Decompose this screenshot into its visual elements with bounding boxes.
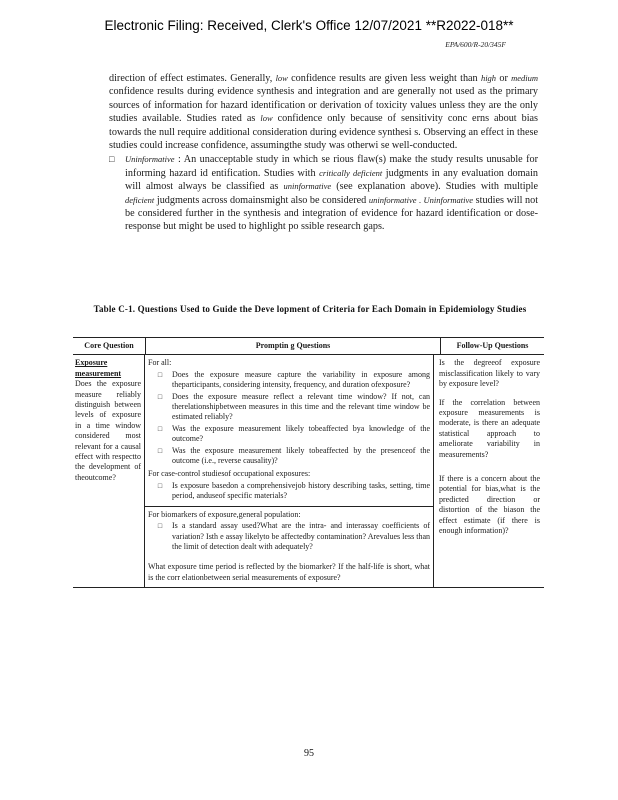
checkbox-bullet-icon: □ bbox=[157, 424, 163, 433]
case-control-label: For case-control studiesof occupational exposures: bbox=[148, 469, 311, 479]
list-item bbox=[148, 392, 430, 423]
term-critically-deficient: critically deficient bbox=[319, 167, 383, 178]
list-item-text: Does the exposure measure capture the variability in exposure among theparticipants, considering intensity, frequency, and duration ofexposure? bbox=[172, 369, 430, 390]
term-uninformative: uninformative bbox=[368, 194, 417, 205]
checkbox-bullet-icon: □ bbox=[157, 392, 163, 401]
list-item-text: Was the exposure measurement likely tobeaffected bya knowledge of the outcome? bbox=[172, 423, 430, 444]
filing-stamp: Electronic Filing: Received, Clerk's Office 12/07/2021 **R2022-018** bbox=[104, 18, 514, 33]
list-item bbox=[148, 424, 430, 445]
bullet-uninformative bbox=[109, 153, 538, 233]
criteria-table bbox=[73, 337, 544, 588]
body-text bbox=[109, 72, 538, 234]
header-followup-questions: Follow-Up Questions bbox=[456, 341, 529, 350]
bullet-text bbox=[125, 153, 538, 233]
prompting-block-biomarkers bbox=[145, 506, 433, 587]
list-item-text: Is a standard assay used?What are the intra- and interassay coefficients of variation? Isth e assay likelyto be affectedby contamination? Arevalues less than the limit of detection dealt with adequately? bbox=[172, 521, 430, 551]
paragraph-text: or bbox=[499, 73, 508, 84]
term-uninformative: uninformative bbox=[283, 181, 332, 192]
term-deficient: deficient bbox=[125, 194, 155, 205]
bullet-text-part: (see explanation above). Studies with multiple bbox=[336, 181, 539, 193]
list-item bbox=[148, 521, 430, 552]
bullet-text-part: judgments in any evaluation domain will almost always be classified as bbox=[125, 167, 539, 193]
paragraph-confidence bbox=[109, 72, 538, 152]
followup-questions-cell bbox=[434, 355, 544, 587]
header-core-question: Core Question bbox=[73, 338, 146, 354]
for-all-label: For all: bbox=[148, 358, 172, 368]
followup-question: Is the degreeof exposure misclassification likely to vary by exposure level? bbox=[439, 358, 540, 389]
header-prompting-questions: Promptin g Questions bbox=[146, 338, 441, 354]
term-uninformative: Uninformative bbox=[125, 154, 175, 165]
list-item bbox=[148, 370, 430, 391]
checkbox-bullet-icon: □ bbox=[157, 481, 163, 490]
core-question-text: Does the exposure measure reliably distinguish between levels of exposure in a time window considered most relevant for a causal effect with respectto the development of theoutcome? bbox=[75, 379, 141, 482]
term-uninformative: . Uninformative bbox=[419, 194, 474, 205]
biomarkers-label: For biomarkers of exposure,general population: bbox=[148, 509, 301, 519]
page-number: 95 bbox=[304, 748, 314, 759]
bullet-text-part: : An unacceptable study in which se rious flaw(s) make the study results unusable for informing hazard id entification. Studies with bbox=[125, 154, 538, 179]
table-header-row bbox=[73, 338, 544, 355]
prompting-questions-cell bbox=[145, 355, 434, 587]
followup-question: If the correlation between exposure measurements is moderate, is there an adequate statistical approach to ameliorate variability in measurements? bbox=[439, 397, 540, 459]
core-question-cell bbox=[73, 355, 145, 587]
checkbox-bullet-icon: □ bbox=[157, 522, 163, 531]
paragraph-text: direction of effect estimates. Generally, bbox=[109, 73, 273, 84]
document-id: EPA/600/R-20/345F bbox=[445, 40, 506, 49]
bullet-text-part: judgments across domainsmight also be considered bbox=[156, 194, 367, 206]
list-item bbox=[148, 481, 430, 502]
checkbox-bullet-icon: □ bbox=[157, 446, 163, 455]
checkbox-bullet-icon: □ bbox=[157, 370, 163, 379]
table-row-exposure bbox=[73, 355, 544, 587]
biomarker-window-text: What exposure time period is reflected by the biomarker? If the half-life is short, what is the corr elationbetween serial measurements of exposure? bbox=[148, 562, 430, 582]
list-item-text: Does the exposure measure reflect a relevant time window? If not, can therelationshipbetween measures in this time and the relevant time window be estimated reliably? bbox=[172, 391, 430, 422]
followup-question: If there is a concern about the potential for bias,what is the predicted direction or distortion of the biason the effect estimate (if there is enough information)? bbox=[439, 474, 540, 536]
term-low: low bbox=[275, 73, 288, 83]
prompting-block-general bbox=[145, 355, 433, 505]
list-item-text: Was the exposure measurement likely tobeaffected by the presenceof the outcome (i.e., reverse causality)? bbox=[172, 445, 430, 466]
term-medium: medium bbox=[511, 73, 539, 83]
term-low: low bbox=[260, 113, 273, 124]
list-item bbox=[148, 446, 430, 467]
paragraph-text: confidence results during evidence synthesis and integration and are generally not used as the primary sources of information for hazard identification or derivation of toxicity values unless they are the only studies available. Studies rated as bbox=[109, 86, 538, 125]
checkbox-bullet-icon: □ bbox=[109, 154, 115, 165]
table-caption: Table C-1. Questions Used to Guide the Deve lopment of Criteria for Each Domain in Epidemiology Studies bbox=[93, 304, 527, 314]
bullet-text-part: studies will not be considered further in the synthesis and integration of evidence for hazard identification or dose-response but might be used to highlight po ssible research gaps. bbox=[125, 194, 539, 233]
paragraph-text: confidence only because of sensitivity conc erns about bias towards the null require additional consideration during evidence synthesi s. Observing an effect in these studies could increase confidence, assumingthe study was otherwi se well-conducted. bbox=[109, 113, 539, 152]
paragraph-text: confidence results are given less weight than bbox=[291, 73, 478, 84]
term-high: high bbox=[480, 73, 497, 83]
core-title: Exposure measurement bbox=[75, 358, 122, 378]
list-item-text: Is exposure basedon a comprehensivejob history describing tasks, setting, time period, anduseof specific materials? bbox=[172, 480, 430, 501]
